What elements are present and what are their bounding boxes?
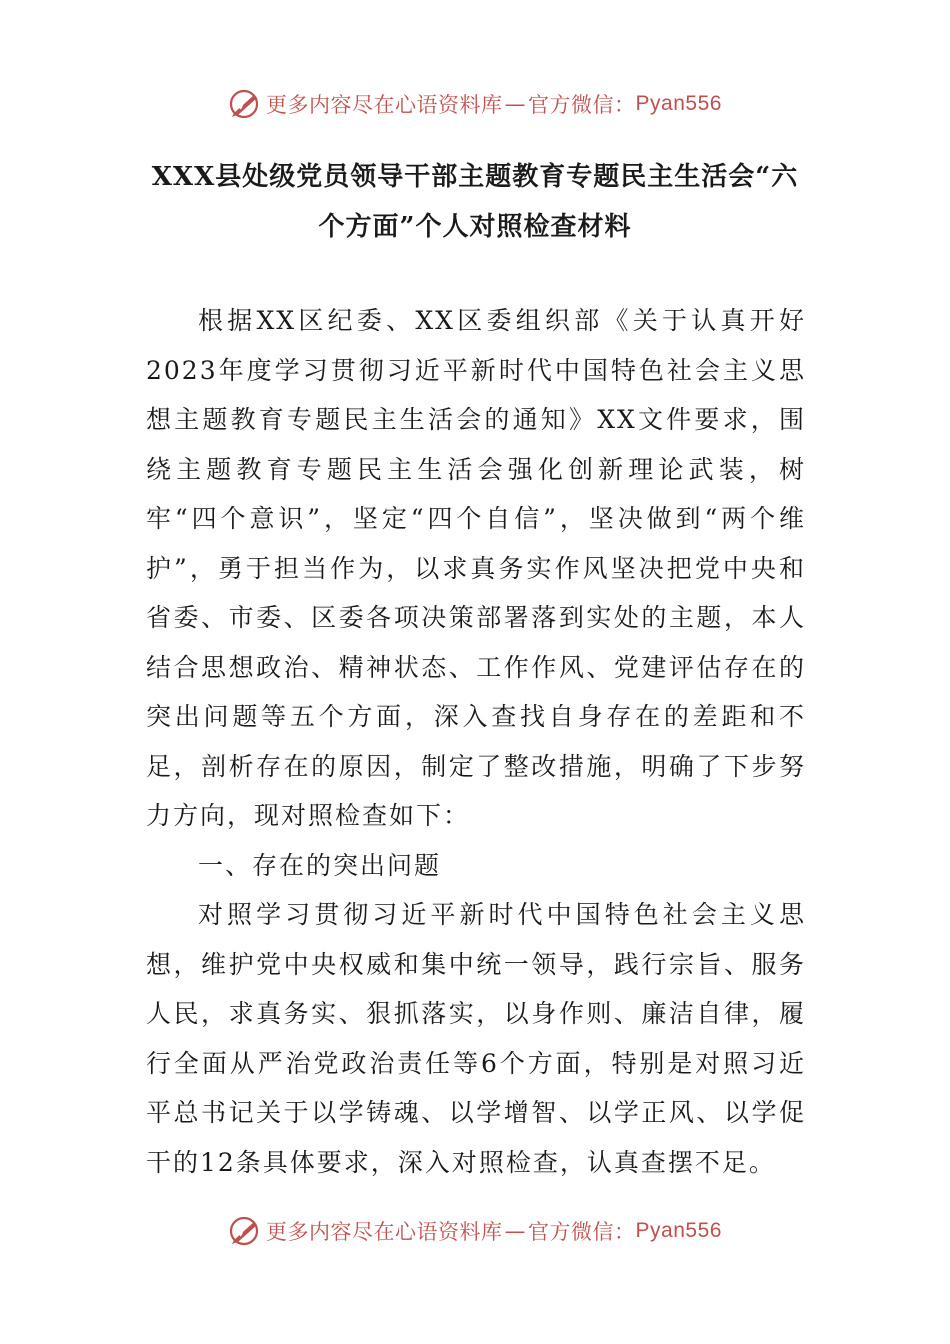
watermark-banner-bottom [0,1211,950,1251]
watermark-wechat-label: 官方微信： [528,1220,636,1244]
section-heading: 一、存在的突出问题 [198,850,442,880]
pen-logo-icon [228,87,262,121]
document-body [146,296,806,1187]
watermark-separator: — [504,92,527,116]
document-title: XXX县处级党员领导干部主题教育专题民主生活会“六个方面”个人对照检查材料 [151,162,799,242]
watermark-wechat-id: Pyan556 [635,92,722,115]
watermark-wechat-label: 官方微信： [528,93,636,117]
paragraph-intro: 根据XX区纪委、XX区委组织部《关于认真开好2023年度学习贯彻习近平新时代中国特色社会主义思想主题教育专题民主生活会的通知》XX文件要求，围绕主题教育专题民主生活会强化创新理论武装，树牢“四个意识”，坚定“四个自信”，坚决做到“两个维护”，勇于担当作为，以求真务实作风坚决把党中央和省委、市委、区委各项决策部署落到实处的主题，本人结合思想政治、精神状态、工作作风、党建评估存在的突出问题等五个方面，深入查找自身存在的差距和不足，剖析存在的原因，制定了整改措施，明确了下步努力方向，现对照检查如下： [146,306,806,830]
watermark-banner-top [0,84,950,124]
watermark-separator: — [504,1219,527,1243]
pen-logo-icon [228,1214,262,1248]
watermark-wechat-id: Pyan556 [635,1219,722,1242]
paragraph-problems: 对照学习贯彻习近平新时代中国特色社会主义思想，维护党中央权威和集中统一领导，践行宗旨、服务人民，求真务实、狠抓落实，以身作则、廉洁自律，履行全面从严治党政治责任等6个方面，特别是对照习近平总书记关于以学铸魂、以学增智、以学正风、以学促干的12条具体要求，深入对照检查，认真查摆不足。 [146,900,806,1177]
watermark-text: 更多内容尽在心语资料库 [266,93,503,117]
watermark-text: 更多内容尽在心语资料库 [266,1220,503,1244]
